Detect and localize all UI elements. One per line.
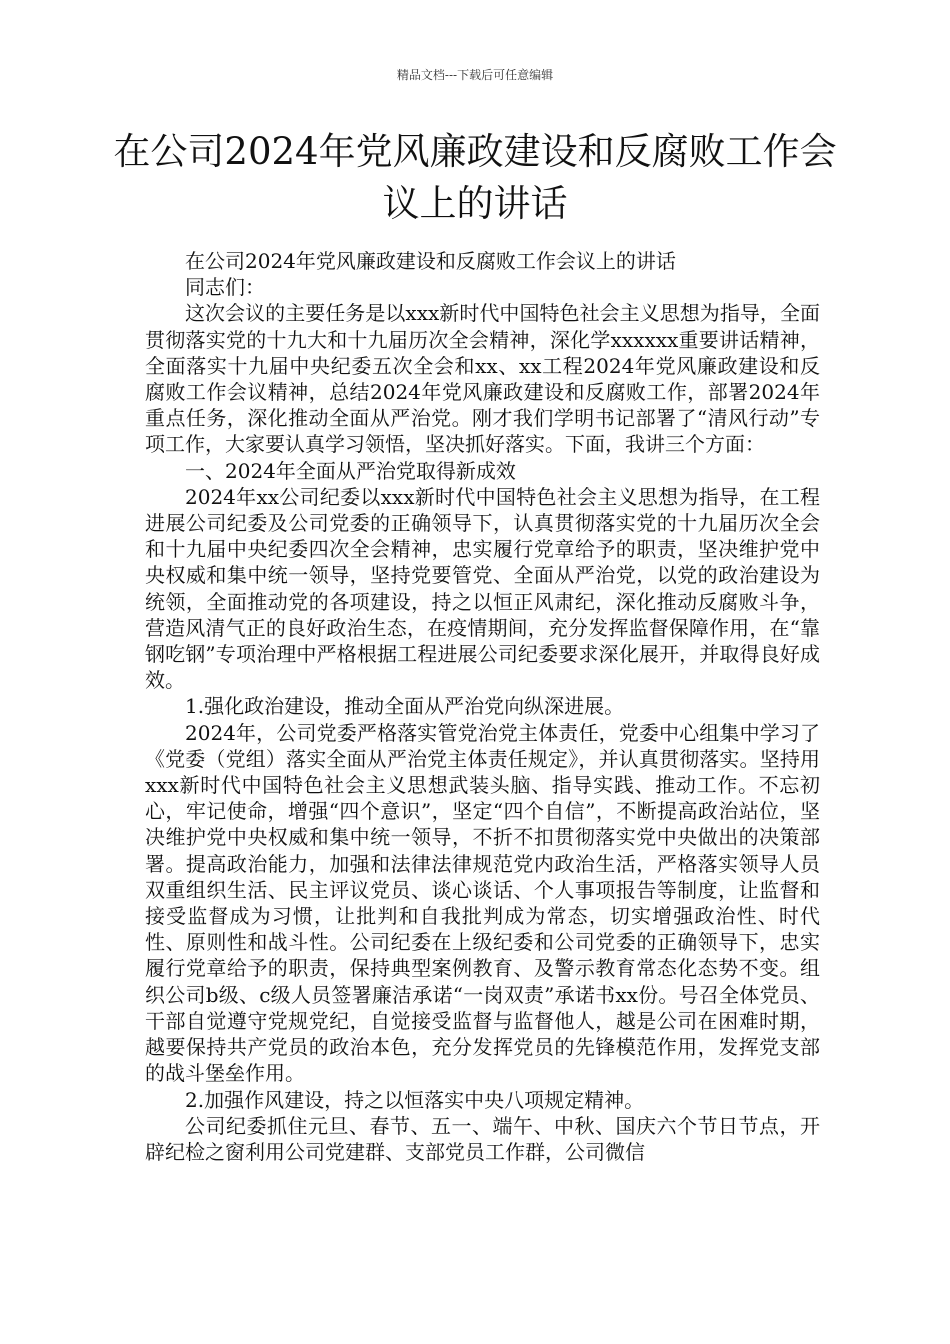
body-paragraph: 2024年，公司党委严格落实管党治党主体责任，党委中心组集中学习了《党委（党组）落实全面从严治党主体责任规定》，并认真贯彻落实。坚持用xxx新时代中国特色社会主义思想武装头脑、指导实践、推动工作。不忘初心，牢记使命，增强“四个意识”，坚定“四个自信”，不断提高政治站位，坚决维护党中央权威和集中统一领导，不折不扣贯彻落实党中央做出的决策部署。提高政治能力，加强和法律法律规范党内政治生活，严格落实领导人员双重组织生活、民主评议党员、谈心谈话、个人事项报告等制度，让监督和接受监督成为习惯，让批判和自我批判成为常态，切实增强政治性、时代性、原则性和战斗性。公司纪委在上级纪委和公司党委的正确领导下，忠实履行党章给予的职责，保持典型案例教育、及警示教育常态化态势不变。组织公司b级、c级人员签署廉洁承诺“一岗双责”承诺书xx份。号召全体党员、干部自觉遵守党规党纪，自觉接受监督与监督他人，越是公司在困难时期，越要保持共产党员的政治本色，充分发挥党员的先锋模范作用，发挥党支部的战斗堡垒作用。: [145, 720, 820, 1086]
body-paragraph: 这次会议的主要任务是以xxx新时代中国特色社会主义思想为指导，全面贯彻落实党的十九大和十九届历次全会精神，深化学xxxxxx重要讲话精神，全面落实十九届中央纪委五次全会和xx、xx工程2024年党风廉政建设和反腐败工作会议精神，总结2024年党风廉政建设和反腐败工作，部署2024年重点任务，深化推动全面从严治党。刚才我们学明书记部署了“清风行动”专项工作，大家要认真学习领悟，坚决抓好落实。下面，我讲三个方面：: [145, 301, 820, 457]
subtitle-paragraph: 在公司2024年党风廉政建设和反腐败工作会议上的讲话: [185, 249, 676, 273]
subsection-heading: 1.强化政治建设，推动全面从严治党向纵深进展。: [185, 694, 625, 719]
salutation: 同志们：: [185, 275, 265, 300]
body-paragraph: 2024年xx公司纪委以xxx新时代中国特色社会主义思想为指导，在工程进展公司纪委及公司党委的正确领导下，认真贯彻落实党的十九届历次全会和十九届中央纪委四次全会精神，忠实履行党章给予的职责，坚决维护党中央权威和集中统一领导，坚持党要管党、全面从严治党，以党的政治建设为统领，全面推动党的各项建设，持之以恒正风肃纪，深化推动反腐败斗争，营造风清气正的良好政治生态，在疫情期间，充分发挥监督保障作用，在“靠钢吃钢”专项治理中严格根据工程进展公司纪委要求深化展开，并取得良好成效。: [145, 484, 820, 693]
section-heading: 一、2024年全面从严治党取得新成效: [185, 458, 516, 483]
document-title: 在公司2024年党风廉政建设和反腐败工作会议上的讲话: [113, 130, 837, 225]
subsection-heading: 2.加强作风建设，持之以恒落实中央八项规定精神。: [185, 1087, 645, 1112]
document-body: [145, 248, 820, 1165]
header-note: 精品文档---下载后可任意编辑: [396, 68, 554, 82]
body-paragraph: 公司纪委抓住元旦、春节、五一、端午、中秋、国庆六个节日节点，开辟纪检之窗利用公司党建群、支部党员工作群，公司微信: [145, 1113, 820, 1164]
